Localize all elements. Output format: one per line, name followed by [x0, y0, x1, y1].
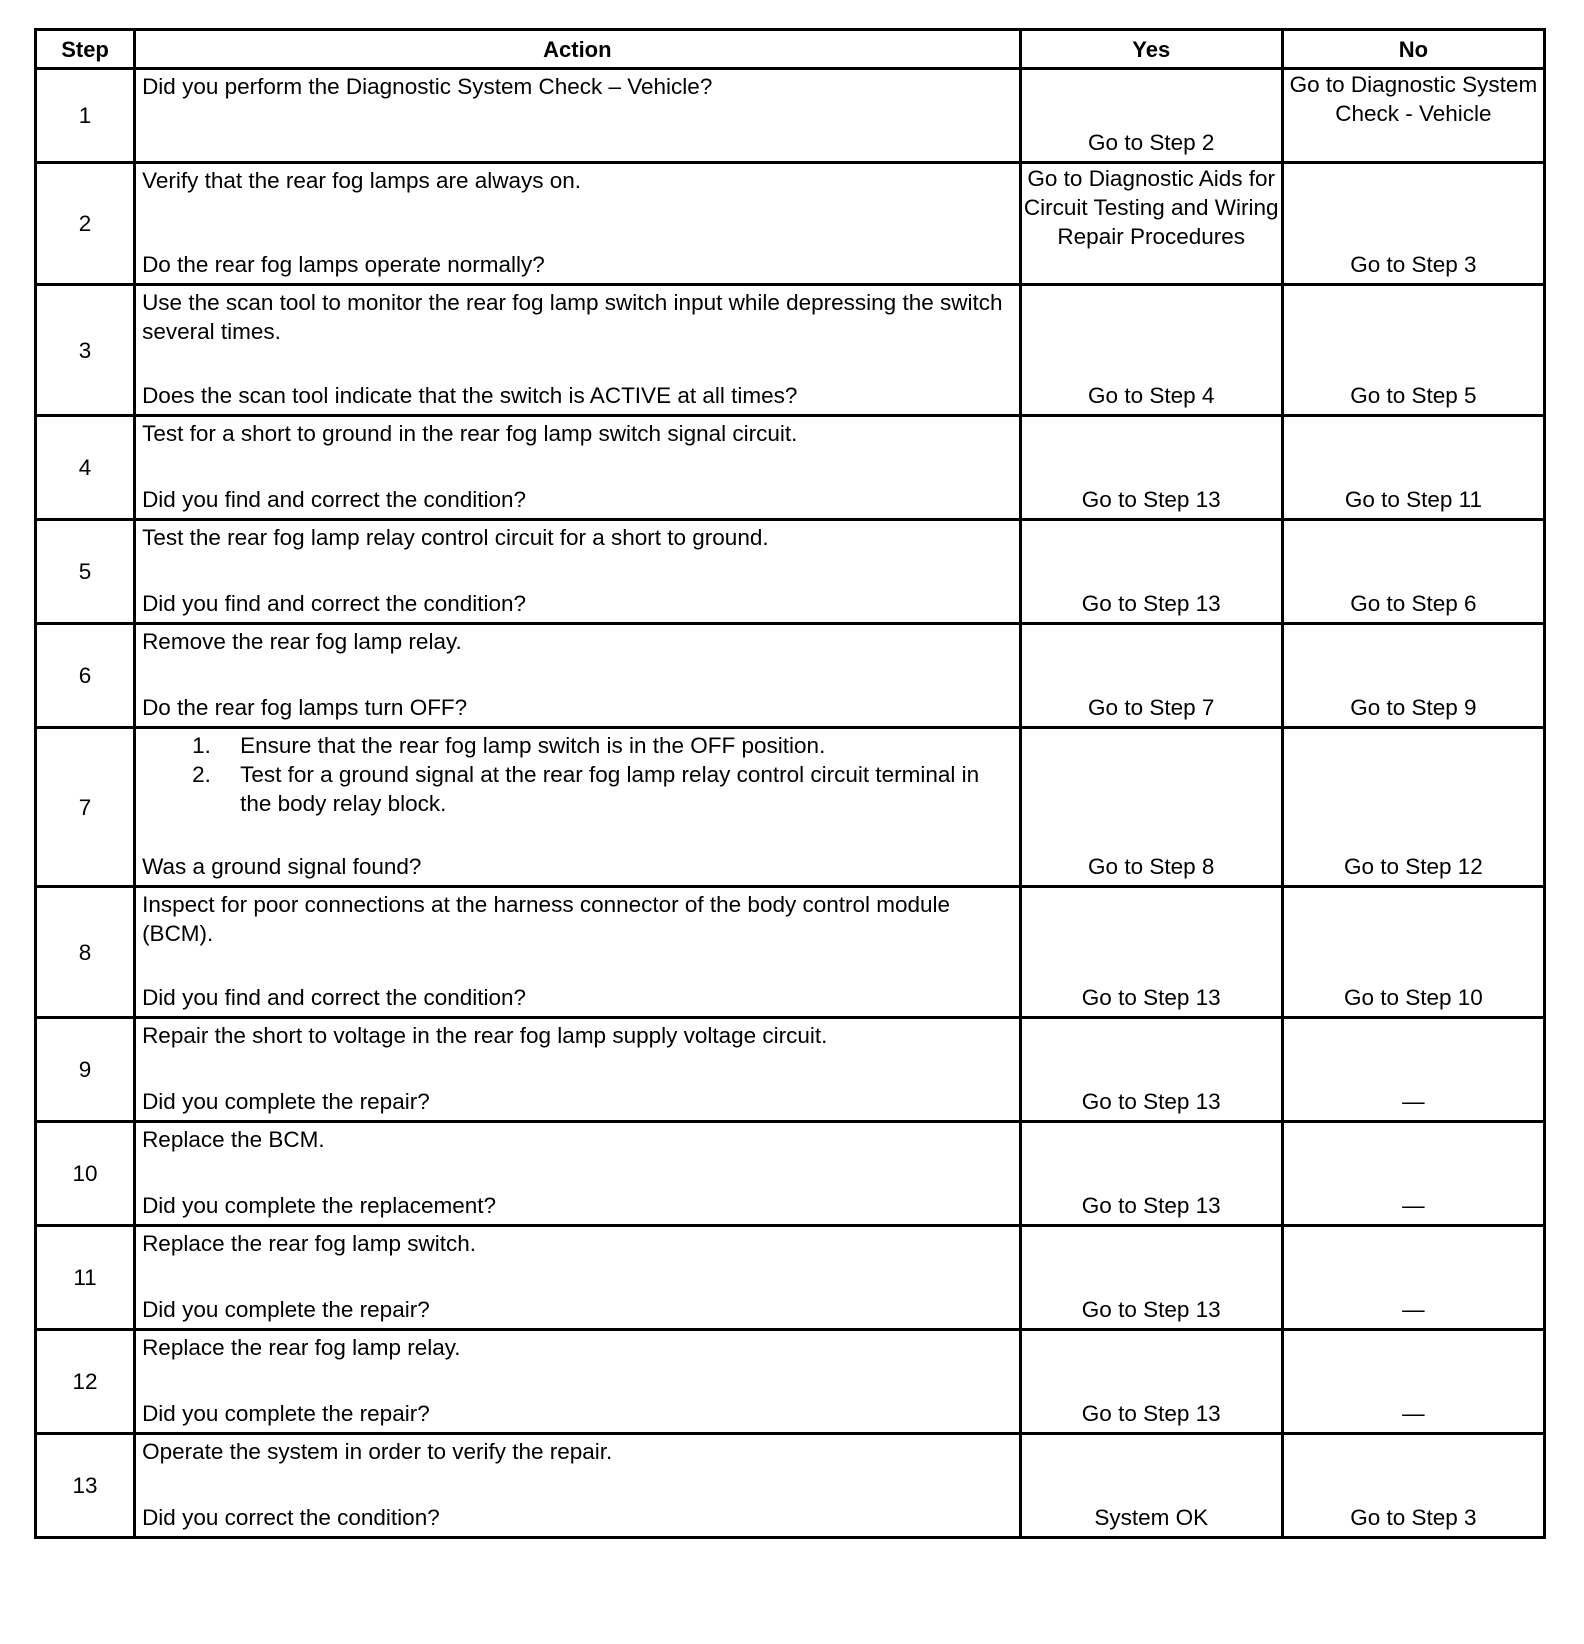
no-result-cell — [1282, 728, 1544, 887]
diagnostic-table — [34, 28, 1546, 1539]
table-row — [36, 1226, 1545, 1330]
action-cell — [135, 1330, 1021, 1434]
action-question: Did you find and correct the condition? — [142, 487, 527, 512]
no-result-text: — — [1402, 1089, 1425, 1114]
header-yes: Yes — [1020, 30, 1282, 69]
action-question: Did you complete the repair? — [142, 1401, 430, 1426]
action-question: Does the scan tool indicate that the switch is ACTIVE at all times? — [142, 383, 798, 408]
yes-result-cell — [1020, 1226, 1282, 1330]
table-row — [36, 69, 1545, 163]
action-instruction: Repair the short to voltage in the rear fog lamp supply voltage circuit. — [142, 1023, 828, 1048]
no-result-cell — [1282, 1122, 1544, 1226]
yes-result-cell — [1020, 520, 1282, 624]
yes-result-cell — [1020, 285, 1282, 416]
step-number: 11 — [36, 1226, 135, 1330]
yes-result-text: Go to Step 2 — [1088, 130, 1215, 155]
yes-result-text: Go to Step 8 — [1088, 854, 1215, 879]
yes-result-cell — [1020, 1434, 1282, 1538]
action-cell — [135, 887, 1021, 1018]
action-instruction: Operate the system in order to verify the repair. — [142, 1439, 613, 1464]
yes-result-cell — [1020, 1018, 1282, 1122]
list-item-text: Ensure that the rear fog lamp switch is in the OFF position. — [240, 733, 826, 758]
table-header-row — [36, 30, 1545, 69]
no-result-cell — [1282, 69, 1544, 163]
yes-result-text: Go to Step 4 — [1088, 383, 1215, 408]
action-question: Did you complete the repair? — [142, 1089, 430, 1114]
action-question: Did you find and correct the condition? — [142, 985, 527, 1010]
no-result-text: — — [1402, 1401, 1425, 1426]
action-question: Did you complete the repair? — [142, 1297, 430, 1322]
table-row — [36, 1122, 1545, 1226]
action-question: Do the rear fog lamps operate normally? — [142, 252, 545, 277]
step-number: 10 — [36, 1122, 135, 1226]
yes-result-cell — [1020, 163, 1282, 285]
no-result-text: — — [1402, 1193, 1425, 1218]
action-cell — [135, 416, 1021, 520]
header-action: Action — [135, 30, 1021, 69]
no-result-text: Go to Step 3 — [1350, 1505, 1477, 1530]
no-result-cell — [1282, 163, 1544, 285]
step-number: 5 — [36, 520, 135, 624]
action-cell — [135, 69, 1021, 163]
action-instruction: Replace the rear fog lamp switch. — [142, 1231, 476, 1256]
yes-result-text: Go to Step 7 — [1088, 695, 1215, 720]
step-number: 1 — [36, 69, 135, 163]
header-step: Step — [36, 30, 135, 69]
step-number: 7 — [36, 728, 135, 887]
yes-result-text: Go to Step 13 — [1081, 591, 1221, 616]
yes-result-text: Go to Step 13 — [1081, 1193, 1221, 1218]
no-result-text: Go to Step 10 — [1343, 985, 1483, 1010]
no-result-text: Go to Step 5 — [1350, 383, 1477, 408]
action-instruction: Use the scan tool to monitor the rear fog lamp switch input while depressing the switch several times. — [142, 290, 1003, 344]
step-number: 2 — [36, 163, 135, 285]
action-question: Did you find and correct the condition? — [142, 591, 527, 616]
no-result-text: Go to Step 9 — [1350, 695, 1477, 720]
table-row — [36, 1434, 1545, 1538]
table-row — [36, 285, 1545, 416]
step-number: 3 — [36, 285, 135, 416]
action-question: Did you correct the condition? — [142, 1505, 440, 1530]
table-row — [36, 163, 1545, 285]
no-result-cell — [1282, 1226, 1544, 1330]
table-row — [36, 1018, 1545, 1122]
action-cell — [135, 624, 1021, 728]
yes-result-cell — [1020, 624, 1282, 728]
table-row — [36, 728, 1545, 887]
yes-result-cell — [1020, 1122, 1282, 1226]
yes-result-text: Go to Step 13 — [1081, 1401, 1221, 1426]
yes-result-cell — [1020, 728, 1282, 887]
no-result-text: Go to Step 11 — [1344, 487, 1482, 512]
yes-result-text: Go to Step 13 — [1081, 985, 1221, 1010]
yes-result-text: Go to Step 13 — [1081, 1089, 1221, 1114]
no-result-text: Go to Step 3 — [1350, 252, 1477, 277]
action-cell — [135, 1122, 1021, 1226]
action-cell — [135, 1018, 1021, 1122]
step-number: 4 — [36, 416, 135, 520]
no-result-cell — [1282, 624, 1544, 728]
list-item-number: 1. — [192, 733, 211, 758]
action-step-list — [142, 731, 1011, 818]
action-cell — [135, 1226, 1021, 1330]
step-number: 8 — [36, 887, 135, 1018]
yes-result-cell — [1020, 1330, 1282, 1434]
table-body — [36, 69, 1545, 1538]
action-instruction: Inspect for poor connections at the harness connector of the body control module (BCM). — [142, 892, 951, 946]
action-cell — [135, 520, 1021, 624]
no-result-cell — [1282, 1018, 1544, 1122]
yes-result-text: System OK — [1094, 1505, 1209, 1530]
no-result-cell — [1282, 416, 1544, 520]
table-row — [36, 416, 1545, 520]
action-question: Was a ground signal found? — [142, 854, 422, 879]
yes-result-cell — [1020, 887, 1282, 1018]
no-result-text: Go to Step 6 — [1350, 591, 1477, 616]
no-result-cell — [1282, 887, 1544, 1018]
action-instruction: Remove the rear fog lamp relay. — [142, 629, 462, 654]
table-row — [36, 624, 1545, 728]
list-item-number: 2. — [192, 762, 211, 787]
table-row — [36, 1330, 1545, 1434]
yes-result-cell — [1020, 416, 1282, 520]
action-instruction: Test the rear fog lamp relay control circuit for a short to ground. — [142, 525, 769, 550]
action-question: Did you complete the replacement? — [142, 1193, 497, 1218]
action-instruction: Did you perform the Diagnostic System Check – Vehicle? — [142, 74, 713, 99]
yes-result-cell — [1020, 69, 1282, 163]
step-number: 12 — [36, 1330, 135, 1434]
header-no: No — [1282, 30, 1544, 69]
action-cell — [135, 1434, 1021, 1538]
no-result-text: Go to Step 12 — [1343, 854, 1483, 879]
yes-result-text: Go to Diagnostic Aids for Circuit Testing and Wiring Repair Procedures — [1023, 166, 1279, 249]
action-instruction: Replace the rear fog lamp relay. — [142, 1335, 461, 1360]
action-instruction: Replace the BCM. — [142, 1127, 325, 1152]
table-row — [36, 520, 1545, 624]
yes-result-text: Go to Step 13 — [1081, 1297, 1221, 1322]
step-number: 13 — [36, 1434, 135, 1538]
action-cell — [135, 285, 1021, 416]
action-cell — [135, 163, 1021, 285]
step-number: 6 — [36, 624, 135, 728]
action-cell — [135, 728, 1021, 887]
no-result-text: Go to Diagnostic System Check - Vehicle — [1289, 72, 1538, 126]
action-instruction: Test for a short to ground in the rear fog lamp switch signal circuit. — [142, 421, 798, 446]
list-item — [192, 731, 1011, 760]
yes-result-text: Go to Step 13 — [1081, 487, 1221, 512]
no-result-cell — [1282, 1434, 1544, 1538]
step-number: 9 — [36, 1018, 135, 1122]
list-item — [192, 760, 1011, 818]
list-item-text: Test for a ground signal at the rear fog lamp relay control circuit terminal in the body relay block. — [240, 762, 980, 816]
no-result-cell — [1282, 520, 1544, 624]
action-question: Do the rear fog lamps turn OFF? — [142, 695, 468, 720]
action-instruction: Verify that the rear fog lamps are always on. — [142, 168, 582, 193]
table-row — [36, 887, 1545, 1018]
no-result-cell — [1282, 1330, 1544, 1434]
no-result-text: — — [1402, 1297, 1425, 1322]
no-result-cell — [1282, 285, 1544, 416]
